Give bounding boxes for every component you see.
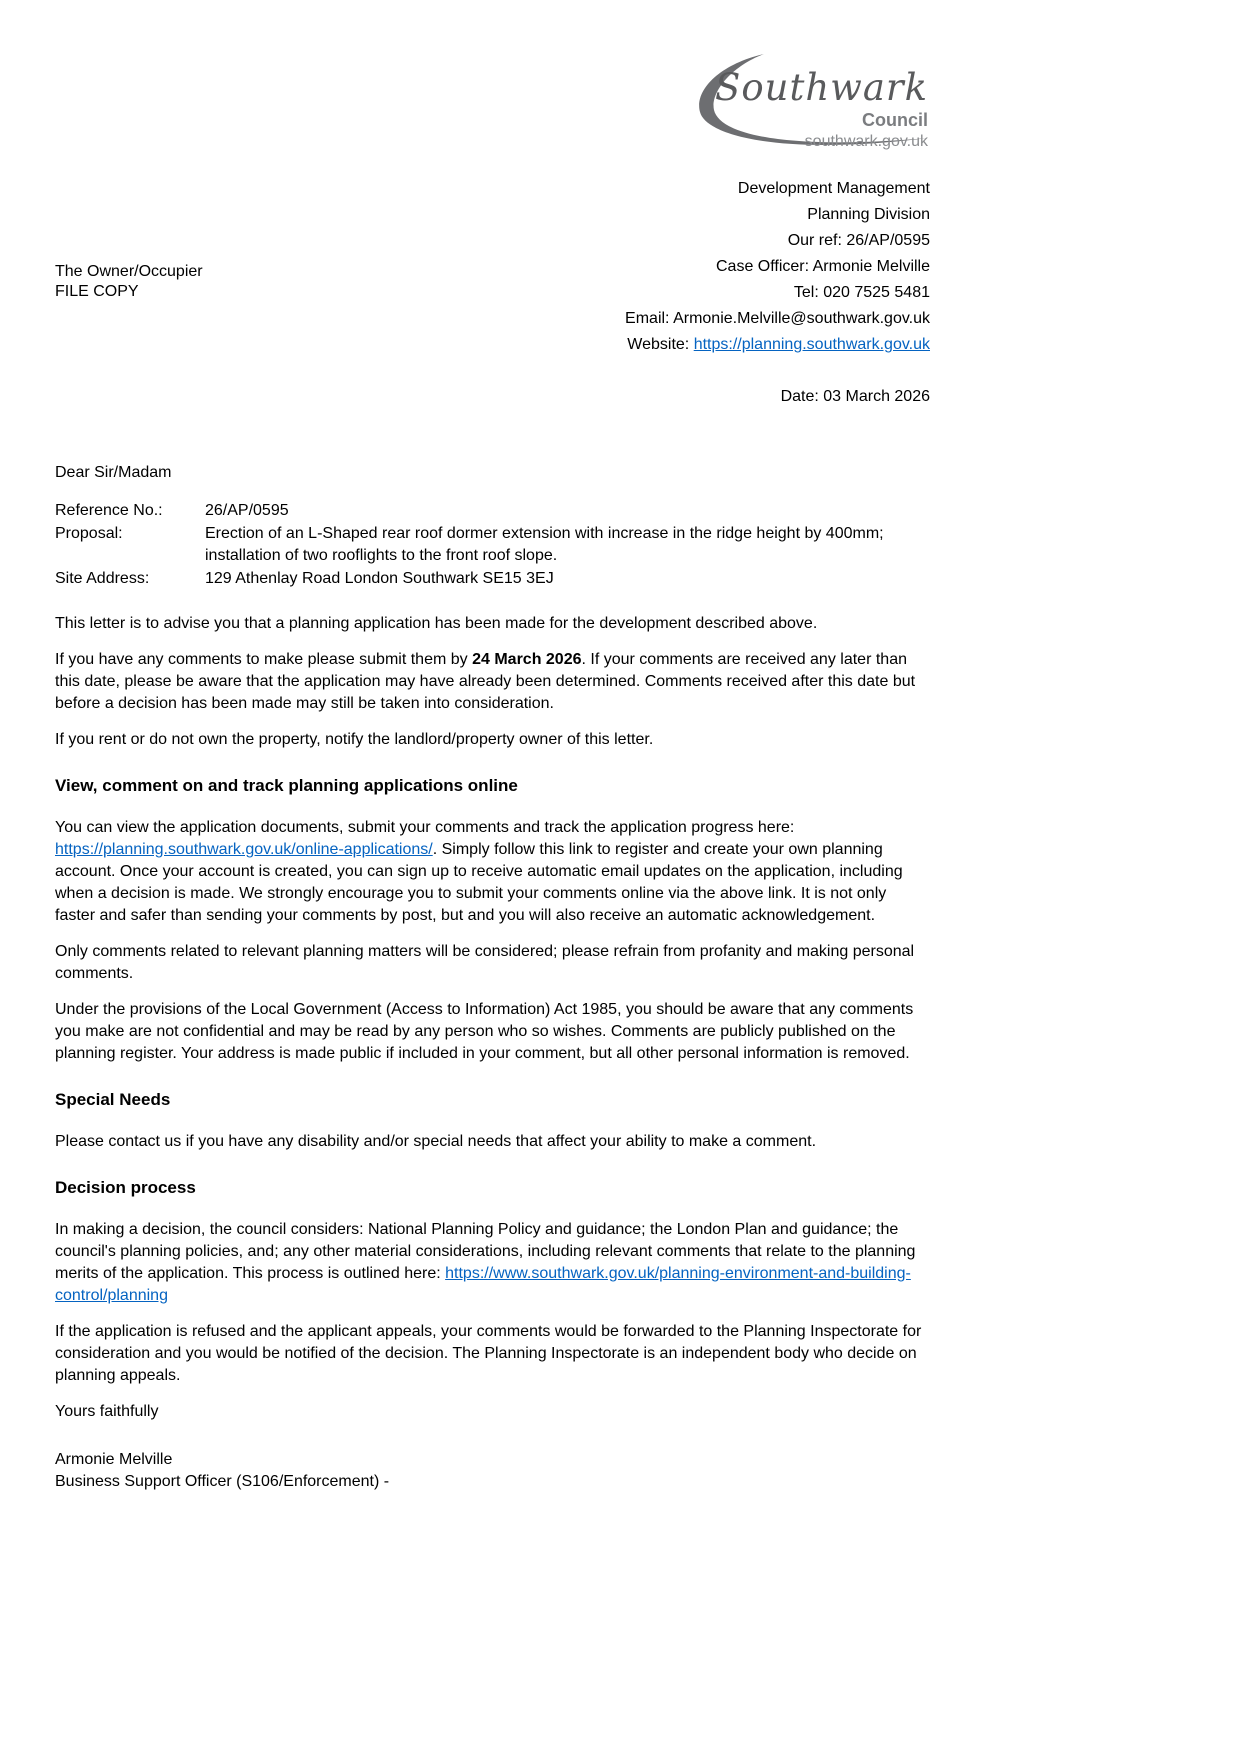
sender-contact-block <box>625 176 930 358</box>
decision-process-link[interactable]: https://www.southwark.gov.uk/planning-environment-and-building-control/planning <box>55 1265 911 1304</box>
recipient-file-copy: FILE COPY <box>55 283 139 300</box>
signature-name: Armonie Melville <box>55 1451 173 1468</box>
site-address-label: Site Address: <box>55 570 150 587</box>
table-row-proposal <box>55 523 930 568</box>
heading-view-comment-track: View, comment on and track planning applications online <box>55 776 518 795</box>
recipient-block <box>55 262 203 302</box>
paragraph-profanity: Only comments related to relevant planning matters will be considered; please refrain from profanity and making personal comments. <box>55 943 915 982</box>
sender-tel: Tel: 020 7525 5481 <box>793 284 930 301</box>
signature-block <box>55 1449 930 1493</box>
paragraph-comments-deadline <box>55 649 930 715</box>
paragraph-decision-process <box>55 1219 930 1307</box>
sender-email: Email: Armonie.Melville@southwark.gov.uk <box>625 310 930 327</box>
reference-no-value: 26/AP/0595 <box>205 502 289 519</box>
sender-case-officer: Case Officer: Armonie Melville <box>716 258 930 275</box>
sender-department: Development Management <box>737 180 930 197</box>
logo-council-text: Council <box>862 110 928 130</box>
logo-website-text: southwark.gov.uk <box>804 133 928 150</box>
paragraph-confidentiality: Under the provisions of the Local Government (Access to Information) Act 1985, you should be aware that any comments you make are not confidential and may be read by any person who so wishes. Comments are publicly published on the planning register. Your address is made public if included in your comment, but all other personal information is removed. <box>55 1001 914 1062</box>
sender-website-label: Website: <box>627 336 694 353</box>
table-row-site-address <box>55 568 930 591</box>
letterhead <box>55 52 930 358</box>
sender-block <box>625 52 930 358</box>
online-text-pre: You can view the application documents, submit your comments and track the application progress here: <box>55 819 795 836</box>
paragraph-online-applications <box>55 817 930 927</box>
comments-deadline-date: 24 March 2026 <box>472 651 582 668</box>
paragraph-rent: If you rent or do not own the property, notify the landlord/property owner of this letter. <box>55 731 654 748</box>
salutation: Dear Sir/Madam <box>55 464 172 481</box>
table-row-reference <box>55 500 930 523</box>
decision-text-pre: In making a decision, the council considers: National Planning Policy and guidance; the London Plan and guidance; the council's planning policies, and; any other material considerations, including relevant comments that relate to the planning merits of the application. This process is outlined here: <box>55 1221 916 1282</box>
reference-table <box>55 500 930 591</box>
sender-our-ref: Our ref: 26/AP/0595 <box>787 232 930 249</box>
heading-decision-process: Decision process <box>55 1178 196 1197</box>
comments-text-pre: If you have any comments to make please submit them by <box>55 651 473 668</box>
signature-title: Business Support Officer (S106/Enforcement) - <box>55 1473 390 1490</box>
proposal-value: Erection of an L-Shaped rear roof dormer extension with increase in the ridge height by 400mm; installation of two rooflights to the front roof slope. <box>205 525 884 564</box>
recipient-name: The Owner/Occupier <box>55 263 203 280</box>
paragraph-appeal: If the application is refused and the applicant appeals, your comments would be forwarded to the Planning Inspectorate for consideration and you would be notified of the decision. The Planning Inspectorate is an independent body who decide on planning appeals. <box>55 1323 922 1384</box>
site-address-value: 129 Athenlay Road London Southwark SE15 3EJ <box>205 570 554 587</box>
proposal-label: Proposal: <box>55 525 123 542</box>
sender-website-line <box>625 332 930 358</box>
date-line: Date: 03 March 2026 <box>780 388 930 405</box>
southwark-logo <box>692 52 930 162</box>
paragraph-advise: This letter is to advise you that a planning application has been made for the development described above. <box>55 615 818 632</box>
sender-division: Planning Division <box>807 206 930 223</box>
online-applications-link[interactable]: https://planning.southwark.gov.uk/online-applications/ <box>55 841 433 858</box>
sender-website-link[interactable]: https://planning.southwark.gov.uk <box>693 336 930 353</box>
online-text-post: . Simply follow this link to register and create your own planning account. Once your account is created, you can sign up to receive automatic email updates on the application, including when a decision is made. We strongly encourage you to submit your comments online via the above link. It is not only faster and safer than sending your comments by post, but and you will also receive an automatic acknowledgement. <box>55 841 903 924</box>
comments-text-post: . If your comments are received any later than this date, please be aware that the application may have already been determined. Comments received after this date but before a decision has been made may still be taken into consideration. <box>55 651 916 712</box>
closing: Yours faithfully <box>55 1403 159 1420</box>
reference-no-label: Reference No.: <box>55 502 163 519</box>
paragraph-special-needs: Please contact us if you have any disability and/or special needs that affect your ability to make a comment. <box>55 1133 817 1150</box>
logo-wordmark: Southwark <box>715 66 928 109</box>
heading-special-needs: Special Needs <box>55 1090 171 1109</box>
